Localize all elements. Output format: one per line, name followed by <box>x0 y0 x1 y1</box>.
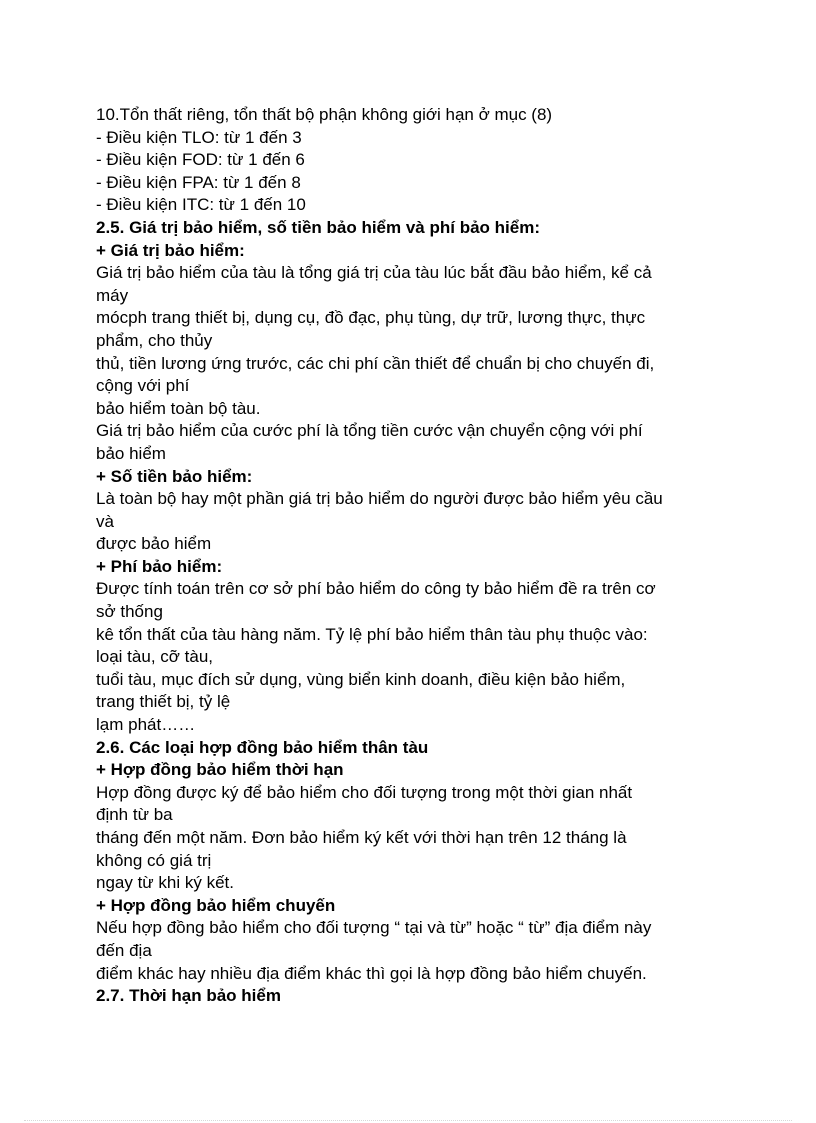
text-line: bảo hiểm <box>96 443 166 463</box>
text-line: điểm khác hay nhiều địa điểm khác thì gọi là hợp đồng bảo hiểm chuyến. <box>96 963 647 983</box>
text-line: 10.Tổn thất riêng, tổn thất bộ phận không giới hạn ở mục (8) <box>96 105 553 124</box>
section-heading: + Hợp đồng bảo hiểm thời hạn <box>96 760 344 780</box>
text-line: lạm phát…… <box>96 715 196 735</box>
text-line: cộng với phí <box>96 376 190 396</box>
section-heading: + Số tiền bảo hiểm: <box>96 466 253 486</box>
text-line: thủ, tiền lương ứng trước, các chi phí cần thiết để chuẩn bị cho chuyến đi, <box>96 353 655 373</box>
text-line: định từ ba <box>96 805 173 825</box>
text-line: - Điều kiện ITC: từ 1 đến 10 <box>96 195 306 215</box>
text-line: ngay từ khi ký kết. <box>96 873 234 893</box>
text-line: tuổi tàu, mục đích sử dụng, vùng biển kinh doanh, điều kiện bảo hiểm, <box>96 669 626 689</box>
text-line: máy <box>96 285 129 305</box>
section-heading: 2.6. Các loại hợp đồng bảo hiểm thân tàu <box>96 737 429 757</box>
text-line: Giá trị bảo hiểm của cước phí là tổng tiền cước vận chuyển cộng với phí <box>96 421 643 441</box>
section-heading: + Phí bảo hiểm: <box>96 556 223 576</box>
text-line: Là toàn bộ hay một phần giá trị bảo hiểm do người được bảo hiểm yêu cầu <box>96 489 663 509</box>
text-line: và <box>96 511 114 531</box>
text-line: được bảo hiểm <box>96 534 212 554</box>
section-heading: + Giá trị bảo hiểm: <box>96 240 245 260</box>
text-line: Giá trị bảo hiểm của tàu là tổng giá trị của tàu lúc bắt đầu bảo hiểm, kể cả <box>96 263 652 283</box>
text-line: mócph trang thiết bị, dụng cụ, đồ đạc, phụ tùng, dự trữ, lương thực, thực <box>96 308 646 328</box>
document-body <box>96 104 736 1008</box>
text-line: không có giá trị <box>96 850 212 870</box>
text-line: Hợp đồng được ký để bảo hiểm cho đối tượng trong một thời gian nhất <box>96 782 633 802</box>
text-line: - Điều kiện TLO: từ 1 đến 3 <box>96 127 302 147</box>
text-line: phẩm, cho thủy <box>96 330 213 350</box>
text-line: đến địa <box>96 940 152 960</box>
text-line: Được tính toán trên cơ sở phí bảo hiểm do công ty bảo hiểm đề ra trên cơ <box>96 579 656 599</box>
text-line: bảo hiểm toàn bộ tàu. <box>96 398 261 418</box>
text-line: kê tổn thất của tàu hàng năm. Tỷ lệ phí bảo hiểm thân tàu phụ thuộc vào: <box>96 624 648 644</box>
text-line: Nếu hợp đồng bảo hiểm cho đối tượng “ tại và từ” hoặc “ từ” địa điểm này <box>96 918 652 938</box>
section-heading: 2.7. Thời hạn bảo hiểm <box>96 986 281 1006</box>
text-line: - Điều kiện FOD: từ 1 đến 6 <box>96 150 305 170</box>
section-heading: 2.5. Giá trị bảo hiểm, số tiền bảo hiểm và phí bảo hiểm: <box>96 217 540 237</box>
text-line: loại tàu, cỡ tàu, <box>96 647 213 667</box>
section-heading: + Hợp đồng bảo hiểm chuyến <box>96 895 336 915</box>
text-line: sở thống <box>96 602 163 622</box>
text-line: - Điều kiện FPA: từ 1 đến 8 <box>96 172 301 192</box>
text-line: trang thiết bị, tỷ lệ <box>96 692 231 712</box>
text-line: tháng đến một năm. Đơn bảo hiểm ký kết với thời hạn trên 12 tháng là <box>96 828 627 847</box>
page-bottom-divider <box>24 1120 792 1121</box>
